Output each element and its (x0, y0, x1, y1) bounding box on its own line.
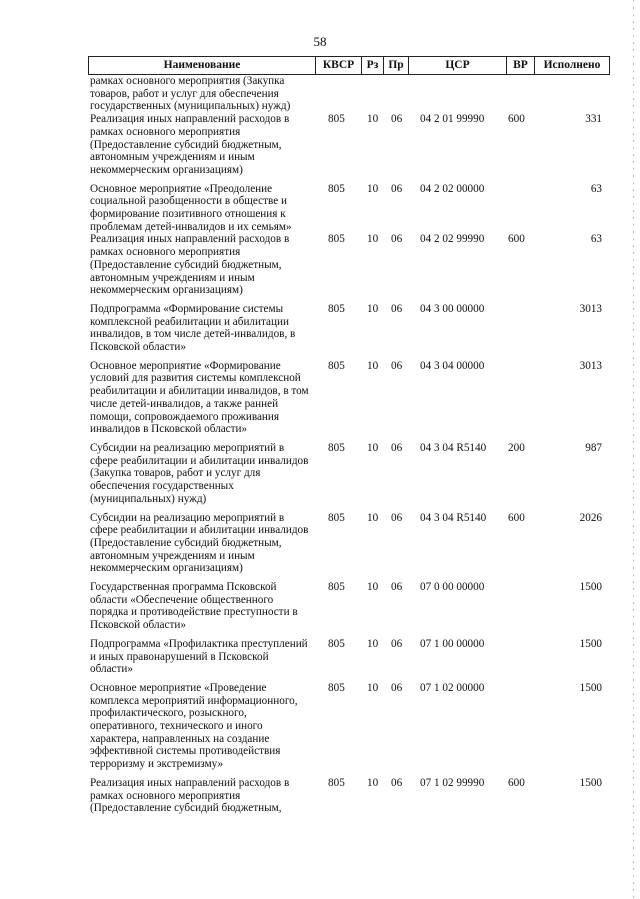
row-amount: 3013 (579, 302, 602, 315)
row-kvsr: 805 (328, 113, 345, 126)
row-rz: 10 (367, 441, 379, 454)
table-body (88, 75, 610, 815)
row-name: Подпрограмма «Формирование системы комплексной реабилитации и абилитации инвалидов, в том числе детей-инвалидов, в Псковской области» (90, 302, 296, 354)
table-row (88, 75, 610, 113)
row-amount: 1500 (579, 581, 602, 594)
row-pr: 06 (391, 581, 403, 594)
row-name: Подпрограмма «Профилактика преступлений и иных правонарушений в Псковской области» (90, 637, 308, 676)
column-header-csr: ЦСР (408, 57, 506, 74)
row-kvsr: 805 (328, 359, 345, 372)
table-header (88, 56, 610, 75)
row-csr: 04 3 04 00000 (420, 359, 485, 372)
row-pr: 06 (391, 302, 403, 315)
table-row (88, 638, 610, 676)
table-row (88, 360, 610, 436)
row-pr: 06 (391, 359, 403, 372)
row-vr: 600 (508, 233, 525, 246)
table-row (88, 183, 610, 234)
row-pr: 06 (391, 182, 403, 195)
table-row (88, 442, 610, 506)
row-kvsr: 805 (328, 182, 345, 195)
row-csr: 07 1 02 99990 (420, 776, 485, 789)
row-csr: 04 3 04 R5140 (420, 511, 487, 524)
row-rz: 10 (367, 233, 379, 246)
table-row (88, 777, 610, 815)
row-pr: 06 (391, 441, 403, 454)
column-header-vr: ВР (506, 57, 534, 74)
table-row (88, 303, 610, 354)
row-kvsr: 805 (328, 233, 345, 246)
row-csr: 04 2 01 99990 (420, 113, 485, 126)
table-row (88, 581, 610, 632)
row-csr: 04 3 04 R5140 (420, 441, 487, 454)
row-amount: 63 (590, 182, 602, 195)
row-name: Основное мероприятие «Проведение комплекса мероприятий информационного, профилактического, розыскного, оперативного, технического и иного характера, направленных на создание эффективной системы противодействия терроризму и экстремизму» (90, 681, 298, 771)
row-csr: 07 1 00 00000 (420, 637, 485, 650)
budget-table (88, 56, 610, 815)
row-name: рамках основного мероприятия (Закупка товаров, работ и услуг для обеспечения государственных (муниципальных) нужд) (90, 75, 291, 113)
row-amount: 1500 (579, 776, 602, 789)
row-name: Субсидии на реализацию мероприятий в сфере реабилитации и абилитации инвалидов (Предоставление субсидий бюджетным, автономным учреждениям и иным некоммерческим организациям) (90, 511, 309, 575)
row-kvsr: 805 (328, 681, 345, 694)
table-row (88, 233, 610, 297)
row-name: Реализация иных направлений расходов в рамках основного мероприятия (Предоставление субсидий бюджетным, (90, 776, 290, 815)
row-name: Субсидии на реализацию мероприятий в сфере реабилитации и абилитации инвалидов (Закупка товаров, работ и услуг для обеспечения государственных (муниципальных) нужд) (90, 441, 309, 505)
row-amount: 331 (585, 113, 602, 126)
row-vr: 600 (508, 776, 525, 789)
row-name: Государственная программа Псковской области «Обеспечение общественного порядка и противодействие преступности в Псковской области» (90, 581, 298, 632)
row-name: Реализация иных направлений расходов в рамках основного мероприятия (Предоставление субсидий бюджетным, автономным учреждениям и иным некоммерческим организациям) (90, 113, 290, 176)
row-kvsr: 805 (328, 776, 345, 789)
row-pr: 06 (391, 113, 403, 126)
row-pr: 06 (391, 637, 403, 650)
row-pr: 06 (391, 233, 403, 246)
row-csr: 07 0 00 00000 (420, 581, 485, 594)
column-header-pr: Пр (383, 57, 408, 74)
row-amount: 987 (585, 441, 602, 454)
row-kvsr: 805 (328, 637, 345, 650)
row-name: Основное мероприятие «Преодоление социальной разобщенности в обществе и формирование позитивного отношения к проблемам детей-инвалидов и их семьям» (90, 182, 292, 233)
column-header-rz: Рз (361, 57, 383, 74)
row-csr: 04 2 02 99990 (420, 233, 485, 246)
row-vr: 600 (508, 511, 525, 524)
row-csr: 04 2 02 00000 (420, 182, 485, 195)
row-kvsr: 805 (328, 581, 345, 594)
row-amount: 63 (590, 233, 602, 246)
row-vr: 200 (508, 441, 525, 454)
row-name: Реализация иных направлений расходов в рамках основного мероприятия (Предоставление субсидий бюджетным, автономным учреждениям и иным некоммерческим организациям) (90, 233, 290, 297)
scan-edge-marks (633, 0, 634, 899)
row-rz: 10 (367, 637, 379, 650)
row-rz: 10 (367, 776, 379, 789)
row-rz: 10 (367, 182, 379, 195)
row-amount: 1500 (579, 637, 602, 650)
row-rz: 10 (367, 681, 379, 694)
row-amount: 1500 (579, 681, 602, 694)
row-rz: 10 (367, 511, 379, 524)
row-kvsr: 805 (328, 511, 345, 524)
row-rz: 10 (367, 113, 379, 126)
row-amount: 2026 (579, 511, 602, 524)
table-row (88, 512, 610, 576)
column-header-kvsr: КВСР (315, 57, 361, 74)
row-rz: 10 (367, 581, 379, 594)
row-pr: 06 (391, 511, 403, 524)
row-kvsr: 805 (328, 302, 345, 315)
page-number: 58 (313, 34, 327, 49)
row-pr: 06 (391, 776, 403, 789)
row-name: Основное мероприятие «Формирование условий для развития системы комплексной реабилитации и абилитации инвалидов, в том числе детей-инвалидов, а также ранней помощи, сопровождаемого проживания инвалидов в Псковской области» (90, 359, 309, 436)
table-row (88, 682, 610, 771)
row-rz: 10 (367, 302, 379, 315)
row-csr: 04 3 00 00000 (420, 302, 485, 315)
table-row (88, 113, 610, 177)
row-rz: 10 (367, 359, 379, 372)
row-vr: 600 (508, 113, 525, 126)
row-amount: 3013 (579, 359, 602, 372)
row-kvsr: 805 (328, 441, 345, 454)
column-header-name: Наименование (88, 57, 315, 74)
column-header-amount: Исполнено (534, 57, 610, 74)
row-pr: 06 (391, 681, 403, 694)
row-csr: 07 1 02 00000 (420, 681, 485, 694)
